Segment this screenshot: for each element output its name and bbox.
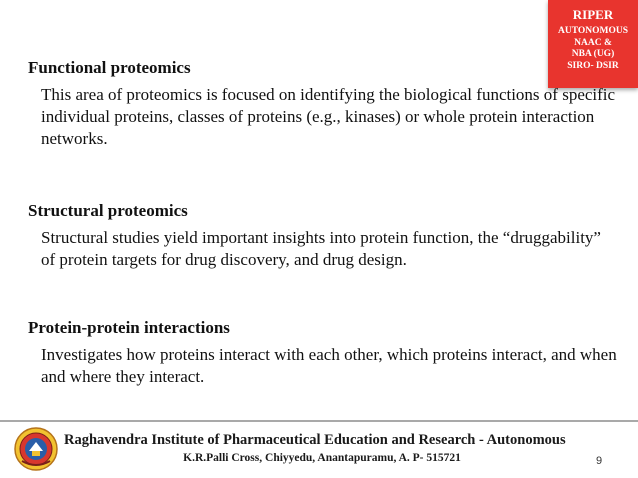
badge-line-naac: NAAC & [574, 37, 612, 48]
page-number: 9 [596, 455, 603, 467]
section-functional-proteomics [28, 58, 618, 150]
section-heading: Protein-protein interactions [28, 318, 230, 337]
footer-address: K.R.Palli Cross, Chiyyedu, Anantapuramu, A. P- 515721 [183, 452, 461, 464]
section-body: This area of proteomics is focused on identifying the biological functions of specific individual proteins, classes of proteins (e.g., kinases) or whole protein interaction networks. [41, 85, 616, 148]
section-structural-proteomics [28, 201, 618, 271]
section-heading: Structural proteomics [28, 201, 188, 220]
section-heading: Functional proteomics [28, 58, 191, 77]
footer-divider [0, 420, 638, 422]
institute-logo-icon [14, 427, 58, 471]
footer-institute-name: Raghavendra Institute of Pharmaceutical Education and Research - Autonomous [64, 432, 566, 448]
section-body: Structural studies yield important insights into protein function, the “druggability” of protein targets for drug discovery, and drug design. [41, 228, 601, 269]
badge-line-autonomous: AUTONOMOUS [557, 26, 629, 36]
section-protein-protein-interactions [28, 318, 618, 388]
badge-line-nba: NBA (UG) [571, 49, 615, 59]
badge-line-siro: SIRO- DSIR [567, 60, 619, 71]
badge-title: RIPER [572, 7, 614, 22]
section-body: Investigates how proteins interact with each other, which proteins interact, and when and where they interact. [41, 345, 617, 386]
